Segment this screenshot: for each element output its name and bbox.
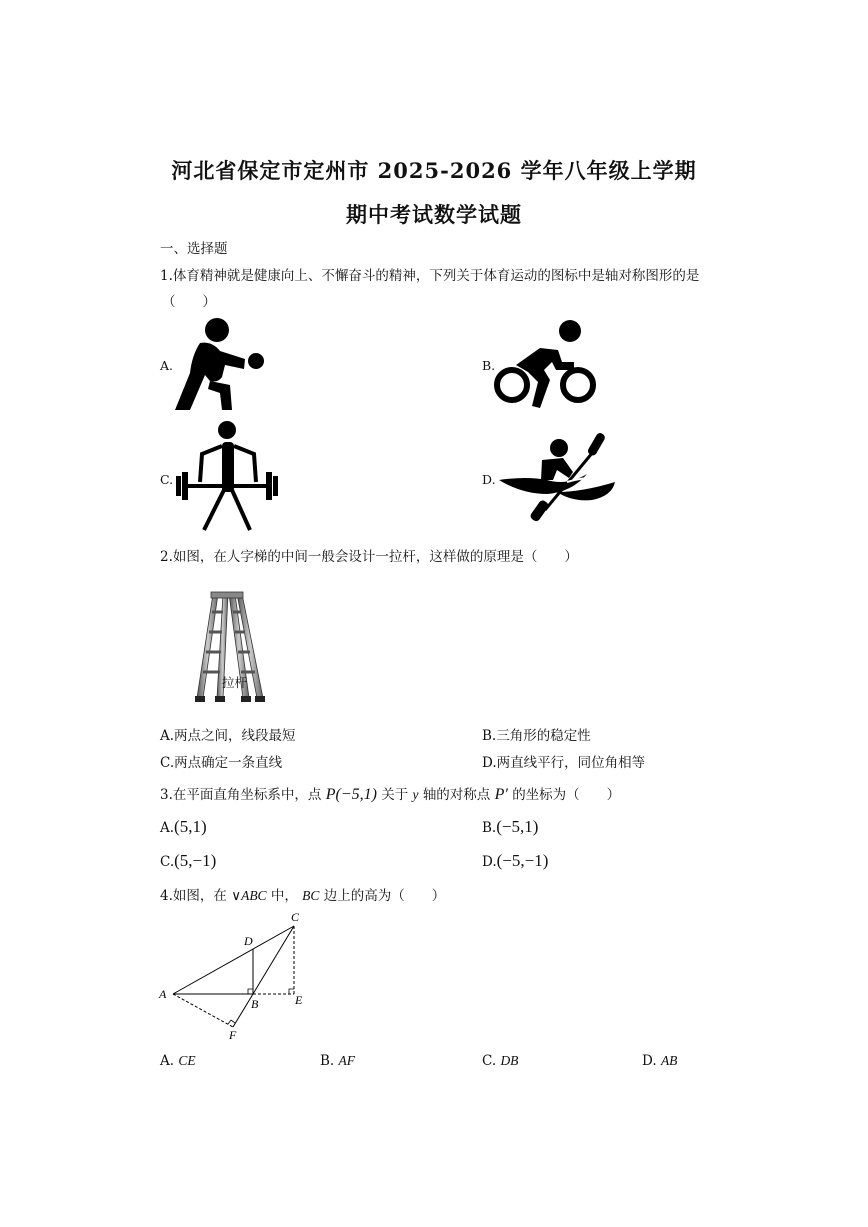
q3-option-c-label: C. (160, 854, 175, 870)
title-line-2: 期中考试数学试题 (346, 202, 522, 227)
point-label-a: A (159, 987, 167, 1001)
q3-option-b (482, 817, 538, 837)
point-label-d: D (244, 934, 253, 948)
q1-option-b-label: B. (482, 358, 496, 373)
q4-option-b-value: AF (338, 1053, 356, 1068)
q3-option-a (160, 817, 207, 837)
q4-option-c-value: DB (500, 1053, 519, 1068)
point-label-f: F (229, 1028, 237, 1042)
cyclist-icon (492, 318, 602, 413)
q3-stem-c: 轴的对称点 (422, 787, 491, 803)
triangle-figure (155, 905, 325, 1045)
q3-stem-d: 的坐标为（ ） (512, 787, 621, 803)
q1-paren: （ ） (162, 294, 216, 310)
point-label-c: C (291, 910, 300, 924)
q4-option-a-label: A. (160, 1053, 175, 1069)
q2-option-d: D.两直线平行，同位角相等 (482, 755, 646, 771)
q1-option-d-label: D. (482, 472, 496, 487)
q3-axis: y (412, 787, 419, 802)
q3-option-d-label: D. (482, 854, 497, 870)
q4-option-c-label: C. (482, 1053, 497, 1069)
q2-option-a: A.两点之间，线段最短 (160, 728, 296, 744)
q3-option-b-label: B. (482, 820, 497, 836)
q4-option-a (160, 1053, 196, 1069)
q4-option-d-label: D. (642, 1053, 657, 1069)
q1-option-a-label: A. (160, 358, 174, 373)
q2-stem: 2.如图，在人字梯的中间一般会设计一拉杆，这样做的原理是（ ） (160, 549, 578, 565)
q1-stem: 1.体育精神就是健康向上、不懈奋斗的精神，下列关于体育运动的图标中是轴对称图形的是 (160, 268, 700, 284)
q1-option-c-label: C. (160, 472, 174, 487)
q3-point-prime: P′ (494, 786, 508, 803)
section-heading: 一、选择题 (160, 241, 228, 257)
q4-option-a-value: CE (178, 1053, 196, 1068)
title-line-1: 河北省保定市定州市 2025-2026 学年八年级上学期 (171, 158, 697, 183)
q4-option-d-value: AB (660, 1053, 678, 1068)
q4-side: BC (302, 888, 320, 903)
q3-option-d (482, 851, 548, 871)
q4-stem (160, 884, 445, 904)
q3-option-a-value: (5,1) (174, 817, 207, 836)
point-label-e: E (295, 993, 303, 1007)
q4-option-d (642, 1053, 677, 1069)
q3-stem-b: 关于 (381, 787, 409, 803)
q3-option-d-value: (−5,−1) (496, 851, 549, 870)
ladder-rod-label: 拉杆 (222, 675, 248, 690)
q2-option-c: C.两点确定一条直线 (160, 755, 283, 771)
q3-option-c-value: (5,−1) (174, 851, 217, 870)
q4-stem-c: 边上的高为（ ） (323, 888, 446, 904)
q4-option-c (482, 1053, 518, 1069)
volleyball-player-icon (170, 315, 270, 415)
point-label-b: B (251, 997, 259, 1011)
weightlifter-icon (172, 420, 282, 532)
kayaker-icon (497, 430, 622, 525)
q4-option-b (320, 1053, 355, 1069)
q3-option-c (160, 851, 216, 871)
q3-stem (160, 783, 620, 804)
q2-option-b: B.三角形的稳定性 (482, 728, 591, 744)
q3-option-b-value: (−5,1) (496, 817, 539, 836)
q4-stem-a: 4.如图，在 (160, 888, 227, 904)
q4-option-b-label: B. (320, 1053, 335, 1069)
q3-stem-a: 3.在平面直角坐标系中，点 (160, 787, 322, 803)
q4-stem-b: 中， (270, 888, 298, 904)
q4-triangle: ∨ABC (231, 888, 267, 903)
q3-point: P(−5,1) (325, 786, 377, 803)
q3-option-a-label: A. (160, 820, 175, 836)
